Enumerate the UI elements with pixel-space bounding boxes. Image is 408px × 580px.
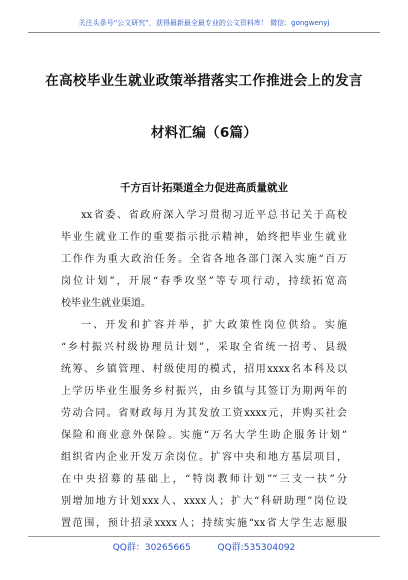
body-line: 组织省内企业开发万余岗位。扩容中央和地方基层项目， [61, 452, 347, 463]
body-line: 在中央招募的基础上，“特岗教师计划”“三支一扶”分 [61, 474, 347, 485]
body-line: 校毕业生就业渠道。 [61, 298, 151, 309]
body-line: 毕业生就业工作的重要指示批示精神，始终把毕业生就业 [61, 232, 347, 243]
body-text [61, 205, 347, 535]
body-line: xx省委、省政府深入学习贯彻习近平总书记关于高校 [81, 210, 347, 221]
body-line: 上学历毕业生服务乡村振兴，由乡镇与其签订为期两年的 [61, 386, 347, 397]
document-title-line-2: 材料汇编（6篇） [150, 125, 258, 141]
body-line: 保险和商业意外保险。实施“万名大学生助企服务计划” [61, 430, 347, 441]
document-title-line-1: 在高校毕业生就业政策举措落实工作推进会上的发言 [45, 73, 363, 89]
promo-banner: 关注头条号“公文研究”，获得最新最全最专业的公文资料库！ 微信：gongwenyj [28, 18, 380, 33]
body-line: “乡村振兴村级协理员计划”，采取全省统一招考、县级 [61, 342, 347, 353]
qq-group-1: QQ群：30265665 [112, 543, 191, 553]
body-line: 一、开发和扩容并举，扩大政策性岗位供给。实施 [81, 320, 347, 331]
section-subtitle: 千方百计拓渠道全力促进高质量就业 [120, 182, 288, 194]
body-line: 岗位计划”，开展“春季攻坚”等专项行动，持续拓宽高 [61, 276, 347, 287]
body-line: 别增加地方计划xxx人、xxxx人；扩大“科研助理”岗位设 [61, 496, 347, 507]
body-line: 工作作为重大政治任务。全省各地各部门深入实施“百万 [61, 254, 347, 265]
qq-group-2: QQ群:535304092 [217, 543, 296, 553]
body-line: 统筹、乡镇管理、村级使用的模式，招用xxxx名本科及以 [61, 364, 347, 375]
contact-footer [28, 536, 380, 553]
body-line: 置范围，预计招录xxxx人；持续实施“xx省大学生志愿服 [61, 518, 347, 529]
body-line: 劳动合同。省财政每月为其发放工资xxxx元，并购买社会 [61, 408, 347, 419]
